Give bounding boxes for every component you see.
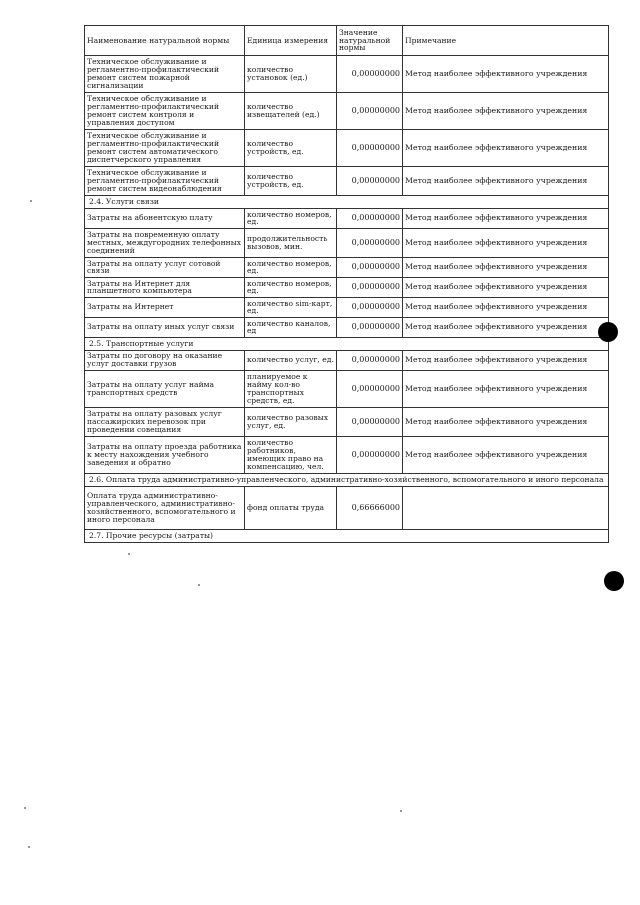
header-note: Примечание bbox=[403, 26, 609, 56]
table-row bbox=[85, 228, 609, 257]
row-value: 0,00000000 bbox=[337, 167, 403, 196]
row-name: Затраты на оплату разовых услуг пассажирских перевозок при проведении совещания bbox=[85, 407, 245, 436]
section-row bbox=[85, 473, 609, 486]
table-row bbox=[85, 317, 609, 337]
row-note: Метод наиболее эффективного учреждения bbox=[403, 228, 609, 257]
scan-speck bbox=[28, 846, 30, 848]
row-unit: количество устройств, ед. bbox=[245, 130, 337, 167]
header-value: Значение натуральной нормы bbox=[337, 26, 403, 56]
table-row bbox=[85, 370, 609, 407]
row-value: 0,00000000 bbox=[337, 56, 403, 93]
row-note: Метод наиболее эффективного учреждения bbox=[403, 350, 609, 370]
row-note: Метод наиболее эффективного учреждения bbox=[403, 436, 609, 473]
row-note: Метод наиболее эффективного учреждения bbox=[403, 56, 609, 93]
table-row bbox=[85, 436, 609, 473]
section-title: 2.4. Услуги связи bbox=[85, 196, 609, 209]
row-unit: количество установок (ед.) bbox=[245, 56, 337, 93]
section-title: 2.5. Транспортные услуги bbox=[85, 337, 609, 350]
table-row bbox=[85, 407, 609, 436]
table-row bbox=[85, 167, 609, 196]
table-header-row bbox=[85, 26, 609, 56]
row-value: 0,00000000 bbox=[337, 407, 403, 436]
scan-speck bbox=[24, 807, 26, 809]
row-unit: количество номеров, ед. bbox=[245, 208, 337, 228]
row-unit: количество извещателей (ед.) bbox=[245, 93, 337, 130]
table-row bbox=[85, 486, 609, 529]
section-row bbox=[85, 196, 609, 209]
row-unit: количество каналов, ед bbox=[245, 317, 337, 337]
row-note: Метод наиболее эффективного учреждения bbox=[403, 317, 609, 337]
row-name: Затраты на оплату иных услуг связи bbox=[85, 317, 245, 337]
row-unit: продолжительность вызовов, мин. bbox=[245, 228, 337, 257]
row-unit: количество услуг, ед. bbox=[245, 350, 337, 370]
section-title: 2.6. Оплата труда административно-управленческого, административно-хозяйственного, вспомогательного и иного персонала bbox=[85, 473, 609, 486]
row-unit: количество разовых услуг, ед. bbox=[245, 407, 337, 436]
row-unit: количество номеров, ед. bbox=[245, 277, 337, 297]
row-value: 0,00000000 bbox=[337, 93, 403, 130]
row-value: 0,00000000 bbox=[337, 277, 403, 297]
row-name: Затраты на оплату услуг найма транспортных средств bbox=[85, 370, 245, 407]
binder-hole-mark bbox=[598, 322, 618, 342]
row-note: Метод наиболее эффективного учреждения bbox=[403, 277, 609, 297]
row-value: 0,00000000 bbox=[337, 436, 403, 473]
binder-hole-mark bbox=[604, 571, 624, 591]
row-name: Техническое обслуживание и регламентно-профилактический ремонт систем пожарной сигнализации bbox=[85, 56, 245, 93]
row-unit: количество устройств, ед. bbox=[245, 167, 337, 196]
table-row bbox=[85, 208, 609, 228]
row-name: Оплата труда административно-управленческого, административно-хозяйственного, вспомогательного и иного персонала bbox=[85, 486, 245, 529]
row-name: Затраты на повременную оплату местных, междугородних телефонных соединений bbox=[85, 228, 245, 257]
row-name: Затраты на Интернет для планшетного компьютера bbox=[85, 277, 245, 297]
row-name: Техническое обслуживание и регламентно-профилактический ремонт систем видеонаблюдения bbox=[85, 167, 245, 196]
row-value: 0,00000000 bbox=[337, 297, 403, 317]
row-name: Затраты на Интернет bbox=[85, 297, 245, 317]
table-row bbox=[85, 350, 609, 370]
row-note: Метод наиболее эффективного учреждения bbox=[403, 370, 609, 407]
row-value: 0,00000000 bbox=[337, 370, 403, 407]
row-value: 0,00000000 bbox=[337, 317, 403, 337]
scan-speck bbox=[400, 810, 402, 812]
row-note: Метод наиболее эффективного учреждения bbox=[403, 93, 609, 130]
row-unit: количество sim-карт, ед. bbox=[245, 297, 337, 317]
section-title: 2.7. Прочие ресурсы (затраты) bbox=[85, 529, 609, 542]
table-row bbox=[85, 297, 609, 317]
row-note: Метод наиболее эффективного учреждения bbox=[403, 257, 609, 277]
row-note bbox=[403, 486, 609, 529]
scan-speck bbox=[198, 584, 200, 586]
row-unit: планируемое к найму кол-во транспортных средств, ед. bbox=[245, 370, 337, 407]
row-unit: фонд оплаты труда bbox=[245, 486, 337, 529]
table-row bbox=[85, 277, 609, 297]
header-unit: Единица измерения bbox=[245, 26, 337, 56]
table-row bbox=[85, 56, 609, 93]
row-name: Затраты по договору на оказание услуг доставки грузов bbox=[85, 350, 245, 370]
row-note: Метод наиболее эффективного учреждения bbox=[403, 167, 609, 196]
scan-speck bbox=[30, 200, 32, 202]
row-value: 0,66666000 bbox=[337, 486, 403, 529]
row-name: Затраты на оплату услуг сотовой связи bbox=[85, 257, 245, 277]
row-value: 0,00000000 bbox=[337, 257, 403, 277]
row-value: 0,00000000 bbox=[337, 130, 403, 167]
row-unit: количество номеров, ед. bbox=[245, 257, 337, 277]
row-value: 0,00000000 bbox=[337, 228, 403, 257]
row-unit: количество работников, имеющих право на компенсацию, чел. bbox=[245, 436, 337, 473]
row-value: 0,00000000 bbox=[337, 350, 403, 370]
row-name: Техническое обслуживание и регламентно-профилактический ремонт систем автоматического диспетчерского управления bbox=[85, 130, 245, 167]
row-note: Метод наиболее эффективного учреждения bbox=[403, 208, 609, 228]
row-value: 0,00000000 bbox=[337, 208, 403, 228]
section-row bbox=[85, 529, 609, 542]
row-name: Затраты на абонентскую плату bbox=[85, 208, 245, 228]
row-name: Затраты на оплату проезда работника к месту нахождения учебного заведения и обратно bbox=[85, 436, 245, 473]
section-row bbox=[85, 337, 609, 350]
row-note: Метод наиболее эффективного учреждения bbox=[403, 297, 609, 317]
norms-table bbox=[84, 25, 609, 543]
table-row bbox=[85, 130, 609, 167]
header-name: Наименование натуральной нормы bbox=[85, 26, 245, 56]
row-name: Техническое обслуживание и регламентно-профилактический ремонт систем контроля и управления доступом bbox=[85, 93, 245, 130]
table-row bbox=[85, 257, 609, 277]
table-row bbox=[85, 93, 609, 130]
scan-speck bbox=[128, 553, 130, 555]
row-note: Метод наиболее эффективного учреждения bbox=[403, 407, 609, 436]
row-note: Метод наиболее эффективного учреждения bbox=[403, 130, 609, 167]
